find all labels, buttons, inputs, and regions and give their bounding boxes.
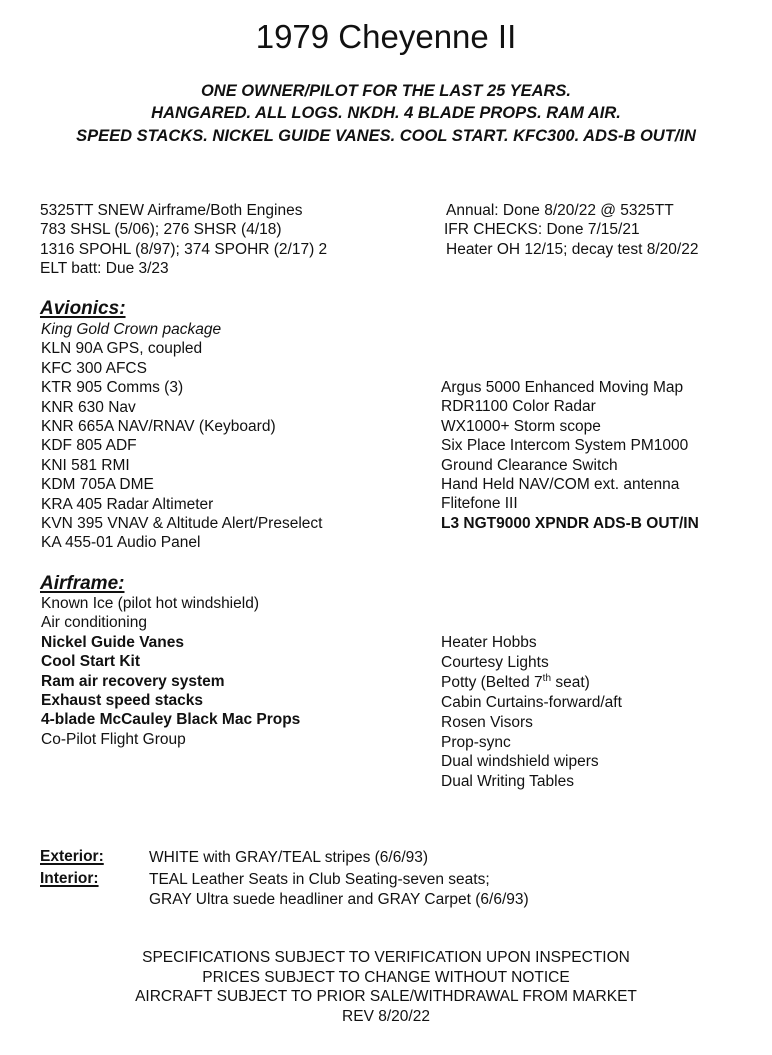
tagline-line-3: SPEED STACKS. NICKEL GUIDE VANES. COOL START. KFC300. ADS-B OUT/IN — [76, 127, 696, 145]
airframe-item: Cool Start Kit — [41, 653, 141, 671]
avionics-item: KTR 905 Comms (3) — [41, 379, 184, 397]
avionics-item: KA 455-01 Audio Panel — [41, 534, 201, 552]
airframe-item-text: Potty (Belted 7 — [441, 673, 543, 691]
exterior-label: Exterior: — [40, 848, 104, 865]
airframe-item: Courtesy Lights — [441, 653, 549, 671]
avionics-item: King Gold Crown package — [41, 321, 222, 338]
avionics-item: KNR 630 Nav — [41, 398, 136, 416]
airframe-item: 4-blade McCauley Black Mac Props — [41, 711, 301, 729]
elt-battery-line: ELT batt: Due 3/23 — [40, 260, 169, 278]
airframe-item-text-end: seat) — [551, 673, 590, 691]
times-right-block — [446, 201, 698, 259]
document-title: 1979 Cheyenne II — [255, 18, 517, 55]
avionics-item: Flitefone III — [441, 495, 518, 513]
shs-line: 783 SHSL (5/06); 276 SHSR (4/18) — [40, 221, 282, 239]
tagline-line-1: ONE OWNER/PILOT FOR THE LAST 25 YEARS. — [200, 82, 572, 100]
avionics-list-right — [441, 378, 699, 533]
total-time-line: 5325TT SNEW Airframe/Both Engines — [40, 202, 303, 219]
airframe-item: Rosen Visors — [441, 713, 533, 731]
times-left-block — [40, 201, 327, 279]
disclaimer-block — [0, 948, 772, 1026]
avionics-item: Hand Held NAV/COM ext. antenna — [441, 476, 680, 494]
ifr-checks-line: IFR CHECKS: Done 7/15/21 — [444, 221, 640, 239]
airframe-item: Dual Writing Tables — [441, 773, 574, 791]
avionics-item: KNR 665A NAV/RNAV (Keyboard) — [41, 418, 276, 436]
avionics-item: KDF 805 ADF — [41, 437, 137, 455]
heater-oh-line: Heater OH 12/15; decay test 8/20/22 — [446, 240, 699, 258]
avionics-item: KRA 405 Radar Altimeter — [41, 495, 214, 513]
airframe-item: Nickel Guide Vanes — [41, 633, 185, 651]
avionics-item: WX1000+ Storm scope — [441, 417, 601, 435]
disclaimer-specifications: SPECIFICATIONS SUBJECT TO VERIFICATION UPON INSPECTION — [142, 949, 630, 966]
avionics-item: KFC 300 AFCS — [41, 359, 147, 377]
revision-date: REV 8/20/22 — [342, 1007, 430, 1025]
airframe-item: Exhaust speed stacks — [41, 692, 203, 710]
airframe-item: Dual windshield wipers — [441, 753, 599, 771]
avionics-list-left — [41, 320, 322, 553]
airframe-heading: Airframe: — [40, 573, 125, 594]
avionics-item: KDM 705A DME — [41, 476, 154, 494]
spoh-line: 1316 SPOHL (8/97); 374 SPOHR (2/17) 2 — [40, 240, 328, 258]
tagline-line-2: HANGARED. ALL LOGS. NKDH. 4 BLADE PROPS. RAM AIR. — [151, 104, 621, 122]
avionics-item: Ground Clearance Switch — [441, 456, 618, 474]
airframe-item — [441, 673, 622, 693]
avionics-item: Six Place Intercom System PM1000 — [441, 437, 689, 455]
interior-value-line-1: TEAL Leather Seats in Club Seating-seven seats; — [149, 871, 490, 888]
airframe-item: Known Ice (pilot hot windshield) — [41, 595, 259, 612]
airframe-list-right — [441, 633, 622, 792]
airframe-item: Heater Hobbs — [441, 634, 537, 651]
annual-line: Annual: Done 8/20/22 @ 5325TT — [446, 202, 674, 219]
avionics-heading: Avionics: — [40, 298, 126, 319]
avionics-item: KLN 90A GPS, coupled — [41, 340, 203, 358]
disclaimer-prices: PRICES SUBJECT TO CHANGE WITHOUT NOTICE — [202, 968, 570, 986]
airframe-item: Co-Pilot Flight Group — [41, 730, 186, 748]
exterior-value: WHITE with GRAY/TEAL stripes (6/6/93) — [149, 849, 429, 866]
airframe-item: Prop-sync — [441, 733, 511, 751]
airframe-item: Cabin Curtains-forward/aft — [441, 693, 622, 711]
airframe-item: Ram air recovery system — [41, 672, 225, 690]
interior-label: Interior: — [40, 870, 99, 887]
interior-value-line-2: GRAY Ultra suede headliner and GRAY Carpet (6/6/93) — [149, 891, 529, 908]
avionics-item: KVN 395 VNAV & Altitude Alert/Preselect — [41, 515, 323, 533]
avionics-item: KNI 581 RMI — [41, 456, 130, 474]
airframe-list-left — [41, 594, 300, 749]
avionics-item: L3 NGT9000 XPNDR ADS-B OUT/IN — [441, 514, 699, 532]
ordinal-superscript: th — [542, 672, 552, 684]
avionics-item: RDR1100 Color Radar — [441, 398, 596, 416]
avionics-item: Argus 5000 Enhanced Moving Map — [441, 379, 684, 396]
airframe-item: Air conditioning — [41, 614, 147, 632]
disclaimer-prior-sale: AIRCRAFT SUBJECT TO PRIOR SALE/WITHDRAWAL FROM MARKET — [135, 988, 637, 1005]
